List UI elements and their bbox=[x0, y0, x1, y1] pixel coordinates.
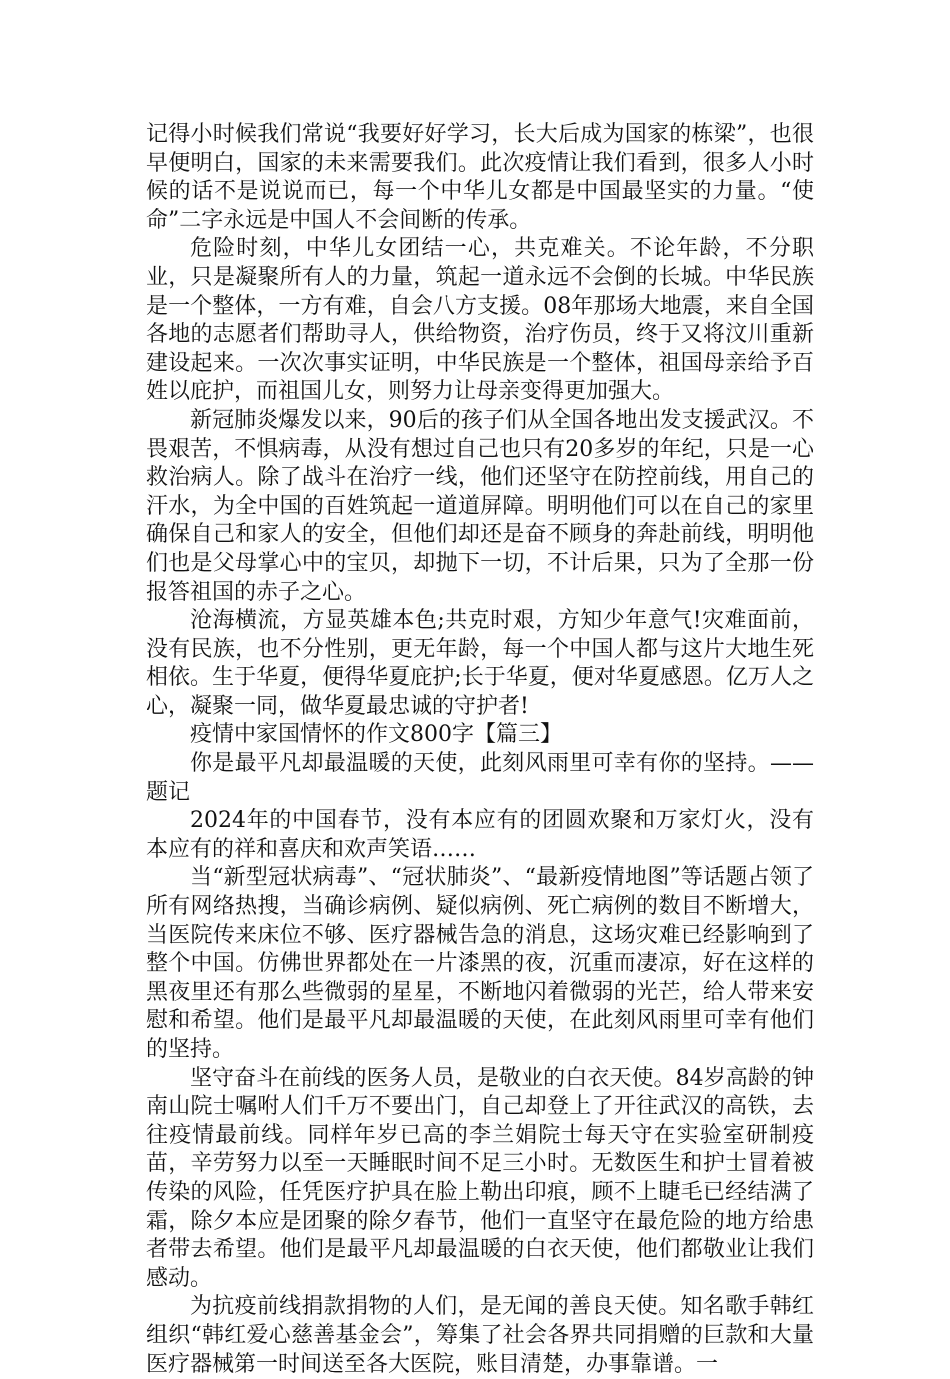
paragraph: 为抗疫前线捐款捐物的人们，是无闻的善良天使。知名歌手韩红组织“韩红爱心慈善基金会”，筹集了社会各界共同捐赠的巨款和大量医疗器械第一时间送至各大医院，账目清楚，办事靠谱。一 bbox=[146, 1294, 814, 1377]
epigraph: 你是最平凡却最温暖的天使，此刻风雨里可幸有你的坚持。——题记 bbox=[146, 751, 814, 805]
paragraph: 危险时刻，中华儿女团结一心，共克难关。不论年龄，不分职业，只是凝聚所有人的力量，筑起一道永远不会倒的长城。中华民族是一个整体，一方有难，自会八方支援。08年那场大地震，来自全国各地的志愿者们帮助寻人，供给物资，治疗伤员，终于又将汶川重新建设起来。一次次事实证明，中华民族是一个整体，祖国母亲给予百姓以庇护，而祖国儿女，则努力让母亲变得更加强大。 bbox=[146, 236, 814, 405]
section-heading: 疫情中家国情怀的作文800字【篇三】 bbox=[190, 722, 562, 748]
paragraph: 沧海横流，方显英雄本色;共克时艰，方知少年意气!灾难面前，没有民族，也不分性别，更无年龄，每一个中国人都与这片大地生死相依。生于华夏，便得华夏庇护;长于华夏，便对华夏感恩。亿万人之心，凝聚一同，做华夏最忠诚的守护者! bbox=[146, 608, 814, 719]
paragraph: 新冠肺炎爆发以来，90后的孩子们从全国各地出发支援武汉。不畏艰苦，不惧病毒，从没有想过自己也只有20多岁的年纪，只是一心救治病人。除了战斗在治疗一线，他们还坚守在防控前线，用自己的汗水，为全中国的百姓筑起一道道屏障。明明他们可以在自己的家里确保自己和家人的安全，但他们却还是奋不顾身的奔赴前线，明明他们也是父母掌心中的宝贝，却抛下一切，不计后果，只为了全那一份报答祖国的赤子之心。 bbox=[146, 407, 814, 605]
paragraph: 记得小时候我们常说“我要好好学习，长大后成为国家的栋梁”，也很早便明白，国家的未来需要我们。此次疫情让我们看到，很多人小时候的话不是说说而已，每一个中华儿女都是中国最坚实的力量。“使命”二字永远是中国人不会间断的传承。 bbox=[146, 122, 814, 233]
paragraph: 当“新型冠状病毒”、“冠状肺炎”、“最新疫情地图”等话题占领了所有网络热搜，当确诊病例、疑似病例、死亡病例的数目不断增大，当医院传来床位不够、医疗器械告急的消息，这场灾难已经影响到了整个中国。仿佛世界都处在一片漆黑的夜，沉重而凄凉，好在这样的黑夜里还有那么些微弱的星星，不断地闪着微弱的光芒，给人带来安慰和希望。他们是最平凡却最温暖的天使，在此刻风雨里可幸有他们的坚持。 bbox=[146, 865, 814, 1062]
document-body bbox=[146, 121, 814, 1379]
paragraph: 坚守奋斗在前线的医务人员，是敬业的白衣天使。84岁高龄的钟南山院士嘱咐人们千万不要出门，自己却登上了开往武汉的高铁，去往疫情最前线。同样年岁已高的李兰娟院士每天守在实验室研制疫苗，辛劳努力以至一天睡眠时间不足三小时。无数医生和护士冒着被传染的风险，任凭医疗护具在脸上勒出印痕，顾不上睫毛已经结满了霜，除夕本应是团聚的除夕春节，他们一直坚守在最危险的地方给患者带去希望。他们是最平凡却最温暖的白衣天使，他们都敬业让我们感动。 bbox=[146, 1065, 814, 1291]
paragraph: 2024年的中国春节，没有本应有的团圆欢聚和万家灯火，没有本应有的祥和喜庆和欢声笑语…… bbox=[146, 808, 814, 862]
